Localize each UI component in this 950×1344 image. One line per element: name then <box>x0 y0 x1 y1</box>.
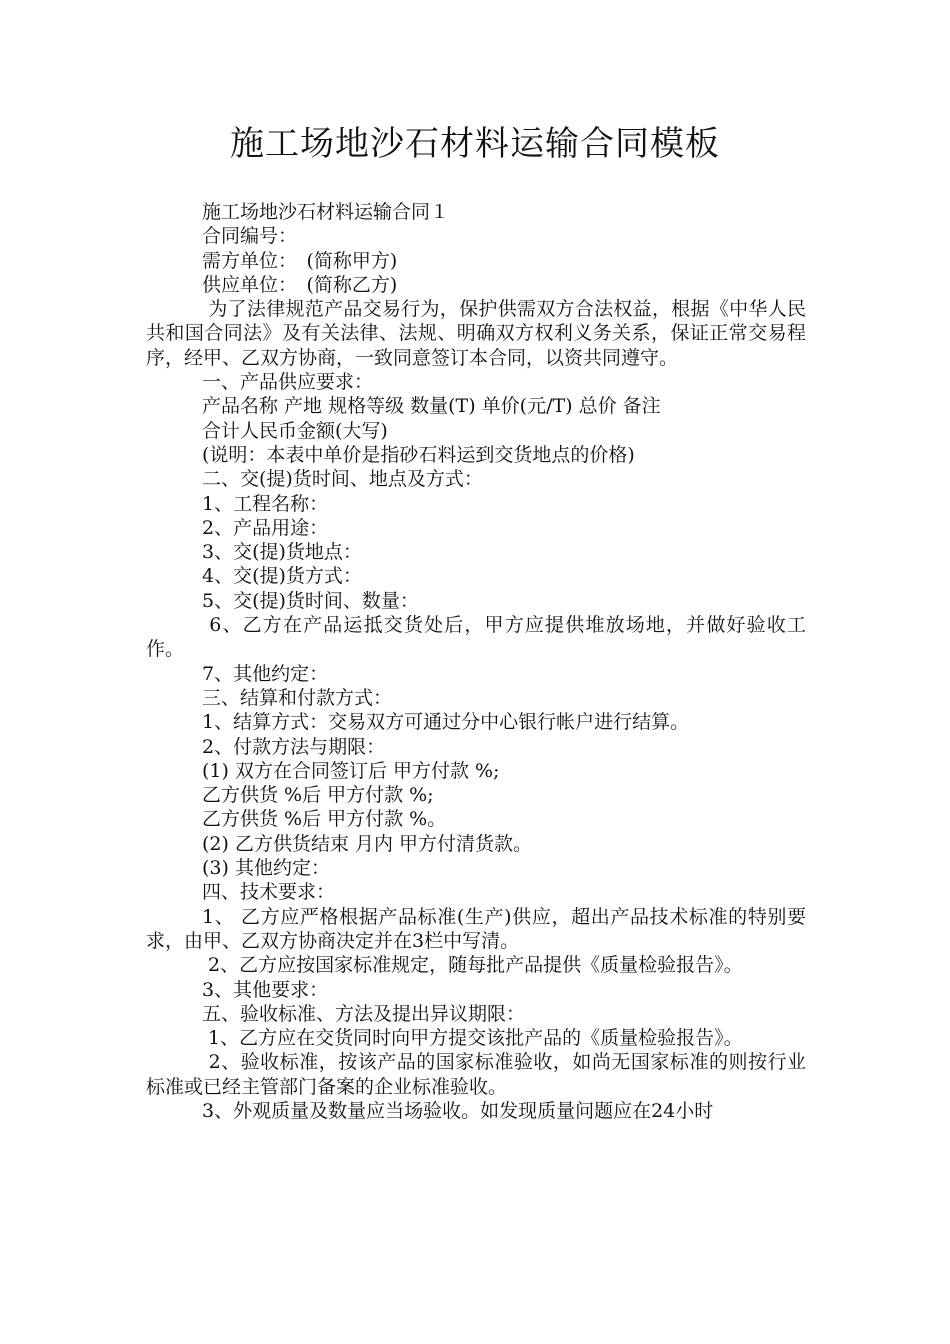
paragraph-acceptance-2: 2、验收标准，按该产品的国家标准验收，如尚无国家标准的则按行业标准或已经主管部门备案的企业标准验收。 <box>146 1051 807 1098</box>
paragraph-technical-other: 3、其他要求： <box>202 978 329 1001</box>
paragraph-total-amount: 合计人民币金额(大写) <box>202 419 388 442</box>
paragraph-contract-heading: 施工场地沙石材料运输合同１ <box>202 201 450 223</box>
section-heading-acceptance: 五、验收标准、方法及提出异议期限： <box>202 1002 526 1025</box>
section-heading-supply: 一、产品供应要求： <box>202 371 374 394</box>
paragraph-other-terms: 7、其他约定： <box>202 662 329 685</box>
section-heading-payment: 三、结算和付款方式： <box>202 686 393 709</box>
paragraph-product-use: 2、产品用途： <box>202 516 329 539</box>
paragraph-technical-1: 1、 乙方应严格根据产品标准(生产)供应，超出产品技术标准的特别要求，由甲、乙双方协商决定并在3栏中写清。 <box>146 905 806 952</box>
paragraph-delivery-method: 4、交(提)货方式： <box>202 565 362 588</box>
paragraph-technical-2: 2、乙方应按国家标准规定，随每批产品提供《质量检验报告》。 <box>202 954 743 977</box>
paragraph-buyer: 需方单位： (简称甲方) <box>202 249 398 272</box>
paragraph-payment-terms: 2、付款方法与期限： <box>202 735 386 758</box>
paragraph-contract-number: 合同编号： <box>202 225 298 248</box>
paragraph-project-name: 1、工程名称： <box>202 492 329 515</box>
paragraph-acceptance-1: 1、乙方应在交货同时向甲方提交该批产品的《质量检验报告》。 <box>202 1027 743 1050</box>
paragraph-price-note: (说明：本表中单价是指砂石料运到交货地点的价格) <box>202 443 635 466</box>
paragraph-payment-2: 乙方供货 %后 甲方付款 %; <box>202 784 434 807</box>
paragraph-delivery-time: 5、交(提)货时间、数量： <box>202 589 419 612</box>
paragraph-delivery-place: 3、交(提)货地点： <box>202 541 362 564</box>
paragraph-payment-1: (1) 双方在合同签订后 甲方付款 %; <box>202 759 500 782</box>
paragraph-supplier: 供应单位： (简称乙方) <box>202 273 398 296</box>
paragraph-acceptance-3: 3、外观质量及数量应当场验收。如发现质量问题应在24小时 <box>202 1099 714 1122</box>
paragraph-preamble: 为了法律规范产品交易行为，保护供需双方合法权益，根据《中华人民共和国合同法》及有关法律、法规、明确双方权利义务关系，保证正常交易程序，经甲、乙双方协商，一致同意签订本合同，以资共同遵守。 <box>146 298 806 369</box>
document-title: 施工场地沙石材料运输合同模板 <box>230 124 720 164</box>
document-body <box>146 200 806 1123</box>
paragraph-payment-final: (2) 乙方供货结束 月内 甲方付清货款。 <box>202 832 533 855</box>
paragraph-settlement-method: 1、结算方式：交易双方可通过分中心银行帐户进行结算。 <box>202 711 690 734</box>
paragraph-payment-3: 乙方供货 %后 甲方付款 %。 <box>202 808 447 831</box>
paragraph-product-columns: 产品名称 产地 规格等级 数量(T) 单价(元/T) 总价 备注 <box>202 395 661 418</box>
section-heading-delivery: 二、交(提)货时间、地点及方式： <box>202 468 483 491</box>
section-heading-technical: 四、技术要求： <box>202 881 336 904</box>
paragraph-payment-other: (3) 其他约定： <box>202 857 330 880</box>
paragraph-storage-site: 6、乙方在产品运抵交货处后，甲方应提供堆放场地，并做好验收工作。 <box>146 614 806 661</box>
